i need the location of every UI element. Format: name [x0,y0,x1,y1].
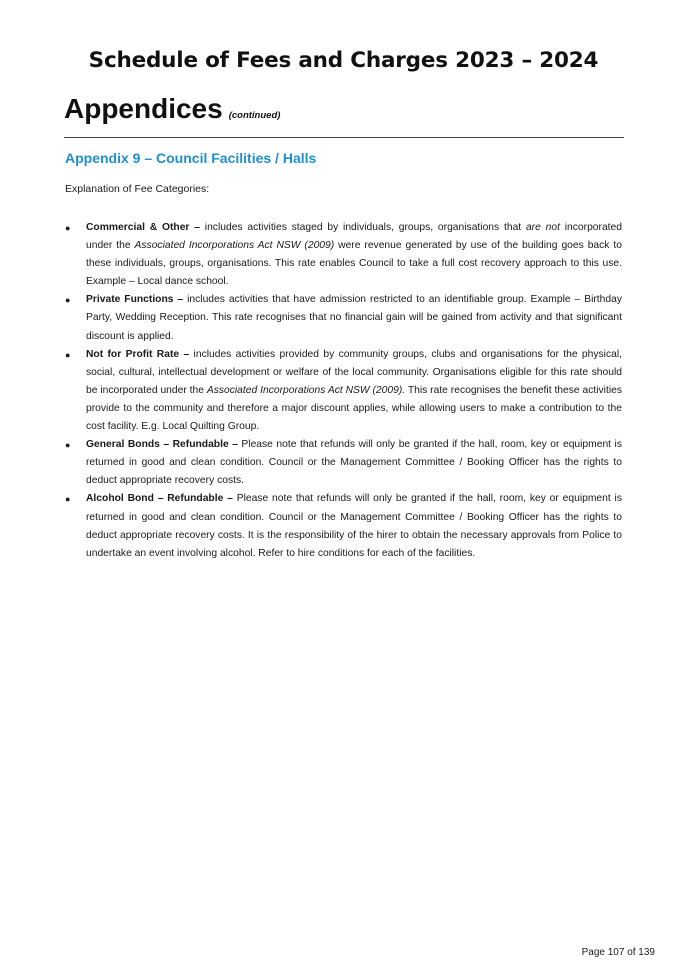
item-label: Commercial & Other – [86,222,200,233]
page-number: Page 107 of 139 [581,947,655,958]
item-text: includes activities that have admission restricted to an identifiable group. Example – Birthday Party, Wedding Reception. This rate recognises that no financial gain will be gained from activity and that significant discount is applied. [86,294,622,342]
item-act-reference: Associated Incorporations Act NSW (2009). [206,384,406,396]
item-label: General Bonds – Refundable – [86,439,238,451]
item-label: Private Functions – [86,294,184,306]
item-text: incorporated under the [86,222,622,252]
bullet-icon: ● [65,440,71,451]
item-text: includes activities provided by community groups, clubs and organisations for the physical, social, cultural, intellectual development or welfare of the local community. Organisations eligible for this rate should be incorporated under the [86,348,622,396]
bullet-icon: ● [65,223,71,233]
item-act-reference: Associated Incorporations Act NSW (2009) [134,240,335,252]
intro-text: Explanation of Fee Categories: [65,183,210,195]
item-text: includes activities staged by individuals, groups, organisations that [199,222,526,233]
bullet-icon: ● [65,494,71,505]
item-text: were revenue generated by use of the building goes back to these individuals, groups, organisations. This rate enables Council to take a full cost recovery approach to this use. Example – Local dance school. [86,240,622,288]
appendices-heading [64,93,624,125]
item-label: Alcohol Bond – Refundable – [86,493,233,505]
list-item-commercial [65,219,622,291]
appendices-title: Appendices [64,93,223,124]
fee-category-list [65,219,622,563]
bullet-icon: ● [65,295,71,306]
list-item-alcohol-bond [65,490,622,562]
item-text: Please note that refunds will only be granted if the hall, room, key or equipment is returned in good and clean condition. Council or the Management Committee / Booking Officer has the rights to deduct appropriate recovery costs. It is the responsibility of the hirer to obtain the necessary approvals from Police to undertake an event involving alcohol. Refer to hire conditions for each of the facilities. [86,493,622,559]
section-heading: Appendix 9 – Council Facilities / Halls [65,150,317,166]
heading-divider [64,137,624,138]
item-label: Not for Profit Rate – [86,348,190,360]
list-item-not-for-profit [65,346,622,436]
bullet-icon: ● [65,349,71,360]
continued-label: (continued) [228,110,281,121]
item-text: This rate recognises the benefit these activities provide to the community and therefore a major discount applies, while allowing users to make a contribution to the cost facility. E.g. Local Quilting Group. [86,384,622,433]
item-emphasis: are not [525,222,560,233]
list-item-general-bonds [65,436,622,490]
list-item-private-functions [65,291,622,345]
document-title: Schedule of Fees and Charges 2023 – 2024 [88,48,599,73]
item-text: Please note that refunds will only be granted if the hall, room, key or equipment is returned in good and clean condition. Council or the Management Committee / Booking Officer has the rights to deduct appropriate recovery costs. [86,439,622,487]
